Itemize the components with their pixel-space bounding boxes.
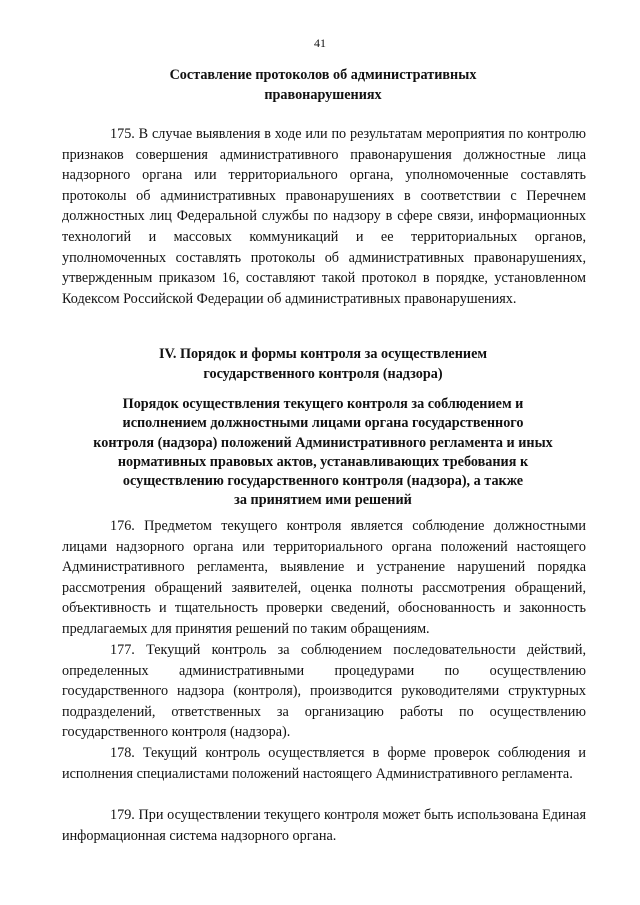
- heading-line: осуществлению государственного контроля (надзора), а также: [122, 473, 524, 490]
- page-number: 41: [314, 36, 326, 50]
- heading-line: правонарушениях: [264, 86, 382, 103]
- paragraph-178: 178. Текущий контроль осуществляется в форме проверок соблюдения и исполнения специалистами положений настоящего Административного регламента.: [62, 745, 586, 782]
- heading-line: IV. Порядок и формы контроля за осуществлением: [158, 346, 488, 362]
- heading-line: нормативных правовых актов, устанавливающих требования к: [117, 453, 529, 470]
- heading-line: Порядок осуществления текущего контроля за соблюдением и: [122, 396, 524, 412]
- paragraph-175: 175. В случае выявления в ходе или по результатам мероприятия по контролю признаков совершения административного правонарушения должностные лица надзорного органа или территориального органа, уполномоченные составлять протоколы об административных правонарушениях в соответствии с Перечнем должностных лиц Федеральной службы по надзору в сфере связи, информационных технологий и массовых коммуникаций и ее территориальных органов, уполномоченных составлять протоколы об административных правонарушениях, утвержденным приказом 16, составляют такой протокол в порядке, установленном Кодексом Российской Федерации об административных правонарушениях.: [62, 126, 586, 307]
- section-heading-protocols: [60, 66, 586, 105]
- heading-line: исполнением должностными лицами органа государственного: [122, 415, 524, 432]
- subsection-heading: [60, 395, 586, 511]
- heading-line: контроля (надзора) положений Административного регламента и иных: [93, 434, 553, 451]
- paragraph-176: 176. Предметом текущего контроля является соблюдение должностными лицами надзорного органа или территориального органа положений настоящего Административного регламента, выявление и устранение нарушений порядка рассмотрения обращений заявителей, оценка полноты рассмотрения обращений, объективность и тщательность проверки сведений, обоснованность и законность предлагаемых для принятия решений по таким обращениям.: [62, 518, 586, 637]
- paragraph-177: 177. Текущий контроль за соблюдением последовательности действий, определенных административными процедурами по осуществлению государственного надзора (контроля), производится руководителями структурных подразделений, ответственных за организацию работы по осуществлению государственного контроля (надзора).: [62, 642, 586, 741]
- paragraph-179: 179. При осуществлении текущего контроля может быть использована Единая информационная система надзорного органа.: [62, 807, 586, 844]
- section-heading-iv: [60, 345, 586, 384]
- heading-line: государственного контроля (надзора): [203, 365, 443, 382]
- heading-line: за принятием ими решений: [234, 492, 412, 509]
- heading-line: Составление протоколов об административных: [169, 67, 477, 83]
